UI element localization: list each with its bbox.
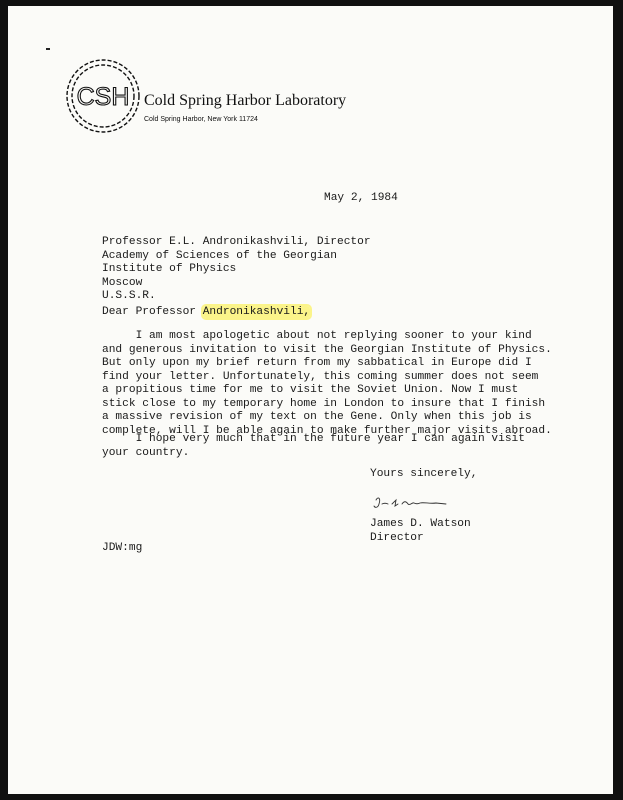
recipient-address <box>102 236 371 304</box>
highlighted-name: Andronikashvili, <box>202 306 311 318</box>
body-paragraph-2 <box>102 433 532 460</box>
recipient-line: Moscow <box>102 276 143 289</box>
letter-page <box>8 6 613 794</box>
body-line: your country. <box>102 446 190 459</box>
typist-initials: JDW:mg <box>102 542 143 554</box>
closing: Yours sincerely, <box>370 468 478 480</box>
body-line: and generous invitation to visit the Georgian Institute of Physics. <box>102 343 552 356</box>
salutation-prefix: Dear Professor <box>102 306 203 318</box>
body-paragraph-1 <box>102 330 552 438</box>
logo-text: CSH <box>76 83 130 111</box>
body-line: a propitious time for me to visit the Soviet Union. Now I must <box>102 384 519 396</box>
csh-logo-icon <box>63 56 143 136</box>
corner-mark <box>46 48 50 50</box>
organization-address: Cold Spring Harbor, New York 11724 <box>144 116 258 123</box>
body-line: I hope very much that in the future year I can again visit <box>102 433 525 445</box>
body-line: find your letter. Unfortunately, this coming summer does not seem <box>102 370 539 383</box>
signer-title: Director <box>370 532 424 544</box>
body-line: stick close to my temporary home in London to insure that I finish <box>102 397 546 410</box>
signer-block <box>370 517 471 545</box>
body-line: complete, will I be able again to make further major visits abroad. <box>102 424 552 437</box>
letter-date: May 2, 1984 <box>324 192 398 204</box>
body-line: I am most apologetic about not replying sooner to your kind <box>102 330 532 342</box>
recipient-line: Academy of Sciences of the Georgian <box>102 249 337 262</box>
recipient-line: U.S.S.R. <box>102 290 156 302</box>
salutation <box>102 306 310 318</box>
signature-icon <box>372 492 452 514</box>
recipient-line: Institute of Physics <box>102 263 237 275</box>
organization-name: Cold Spring Harbor Laboratory <box>144 92 347 109</box>
body-line: a massive revision of my text on the Gene. Only when this job is <box>102 411 532 423</box>
signer-name: James D. Watson <box>370 518 471 530</box>
recipient-line: Professor E.L. Andronikashvili, Director <box>102 236 371 248</box>
body-line: But only upon my brief return from my sabbatical in Europe did I <box>102 357 532 369</box>
